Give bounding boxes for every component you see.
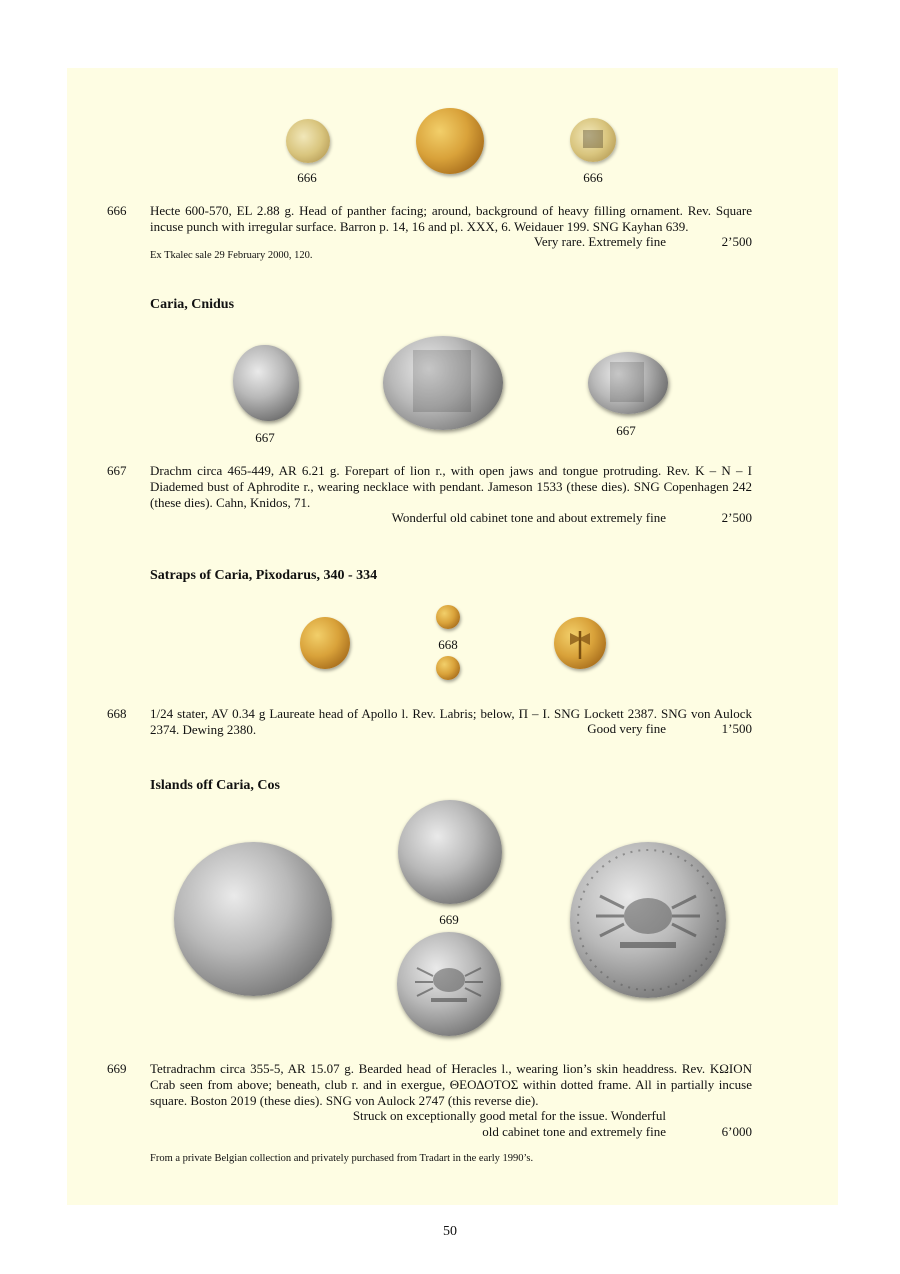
coin-669-reverse-small bbox=[397, 932, 501, 1036]
lot-grade-668: Good very fine bbox=[587, 721, 666, 736]
coin-668-reverse-large bbox=[554, 617, 606, 669]
coin-669-obverse-large bbox=[174, 842, 332, 996]
coin-667-reverse-small bbox=[588, 352, 668, 414]
section-heading-cos: Islands off Caria, Cos bbox=[150, 778, 280, 793]
lot-number-666: 666 bbox=[107, 203, 127, 218]
coin-668-reverse-small bbox=[436, 656, 460, 680]
coin-666-reverse bbox=[570, 118, 616, 162]
coin-label-666-right: 666 bbox=[583, 170, 603, 185]
crab-icon bbox=[570, 842, 726, 998]
coin-666-obverse-small bbox=[286, 119, 330, 163]
lot-price-667: 2’500 bbox=[721, 510, 752, 525]
coin-label-669: 669 bbox=[439, 912, 459, 927]
coin-668-obverse-small bbox=[436, 605, 460, 629]
lot-number-669: 669 bbox=[107, 1061, 127, 1076]
lot-provenance-669: From a private Belgian collection and privately purchased from Tradart in the early 1990’s. bbox=[150, 1153, 534, 1164]
lot-grade-667: Wonderful old cabinet tone and about extremely fine bbox=[391, 510, 666, 525]
coin-669-obverse-small bbox=[398, 800, 502, 904]
lot-description-668: 1/24 stater, AV 0.34 g Laureate head of Apollo l. Rev. Labris; below, Π – I. SNG Lockett 2387. SNG von Aulock 2374. Dewing 2380. bbox=[150, 706, 752, 737]
section-heading-pixodarus: Satraps of Caria, Pixodarus, 340 - 334 bbox=[150, 568, 378, 583]
coin-label-668: 668 bbox=[438, 637, 458, 652]
crab-icon bbox=[397, 932, 501, 1036]
lot-grade-669-line2: old cabinet tone and extremely fine bbox=[482, 1124, 666, 1139]
lot-grade-666: Very rare. Extremely fine bbox=[533, 234, 666, 249]
labris-icon bbox=[554, 617, 606, 669]
lot-number-667: 667 bbox=[107, 463, 127, 478]
coin-666-obverse-large bbox=[416, 108, 484, 174]
coin-label-667-right: 667 bbox=[616, 423, 636, 438]
lot-grade-669-line1: Struck on exceptionally good metal for the issue. Wonderful bbox=[352, 1108, 666, 1123]
coin-label-666-left: 666 bbox=[297, 170, 317, 185]
lot-description-667: Drachm circa 465-449, AR 6.21 g. Forepart of lion r., with open jaws and tongue protruding. Rev. K – N – I Diademed bust of Aphrodite r., wearing necklace with pendant. Jameson 1533 (these dies). SNG Copenhagen 242 (these dies). Cahn, Knidos, 71. bbox=[150, 463, 752, 510]
lot-number-668: 668 bbox=[107, 706, 127, 721]
coin-667-reverse-large bbox=[383, 336, 503, 430]
lot-price-669: 6’000 bbox=[721, 1124, 752, 1139]
coin-669-reverse-large bbox=[570, 842, 726, 998]
coin-667-obverse bbox=[233, 345, 299, 421]
lot-price-666: 2’500 bbox=[721, 234, 752, 249]
lot-price-668: 1’500 bbox=[721, 721, 752, 736]
page-number: 50 bbox=[443, 1224, 457, 1239]
lot-description-666: Hecte 600-570, EL 2.88 g. Head of panther facing; around, background of heavy filling ornament. Rev. Square incuse punch with irregular surface. Barron p. 14, 16 and pl. XXX, 6. Weidauer 199. SNG Kayhan 639. bbox=[150, 203, 752, 234]
lot-provenance-666: Ex Tkalec sale 29 February 2000, 120. bbox=[150, 250, 313, 261]
coin-668-obverse-large bbox=[300, 617, 350, 669]
coin-label-667-left: 667 bbox=[255, 430, 275, 445]
section-heading-cnidus: Caria, Cnidus bbox=[150, 297, 235, 312]
lot-description-669: Tetradrachm circa 355-5, AR 15.07 g. Bearded head of Heracles l., wearing lion’s skin headdress. Rev. ΚΩΙΟΝ Crab seen from above; beneath, club r. and in exergue, ΘΕΟΔΟΤΟΣ within dotted frame. All in partially incuse square. Boston 2019 (these dies). SNG von Aulock 2747 (this reverse die). bbox=[150, 1061, 752, 1108]
